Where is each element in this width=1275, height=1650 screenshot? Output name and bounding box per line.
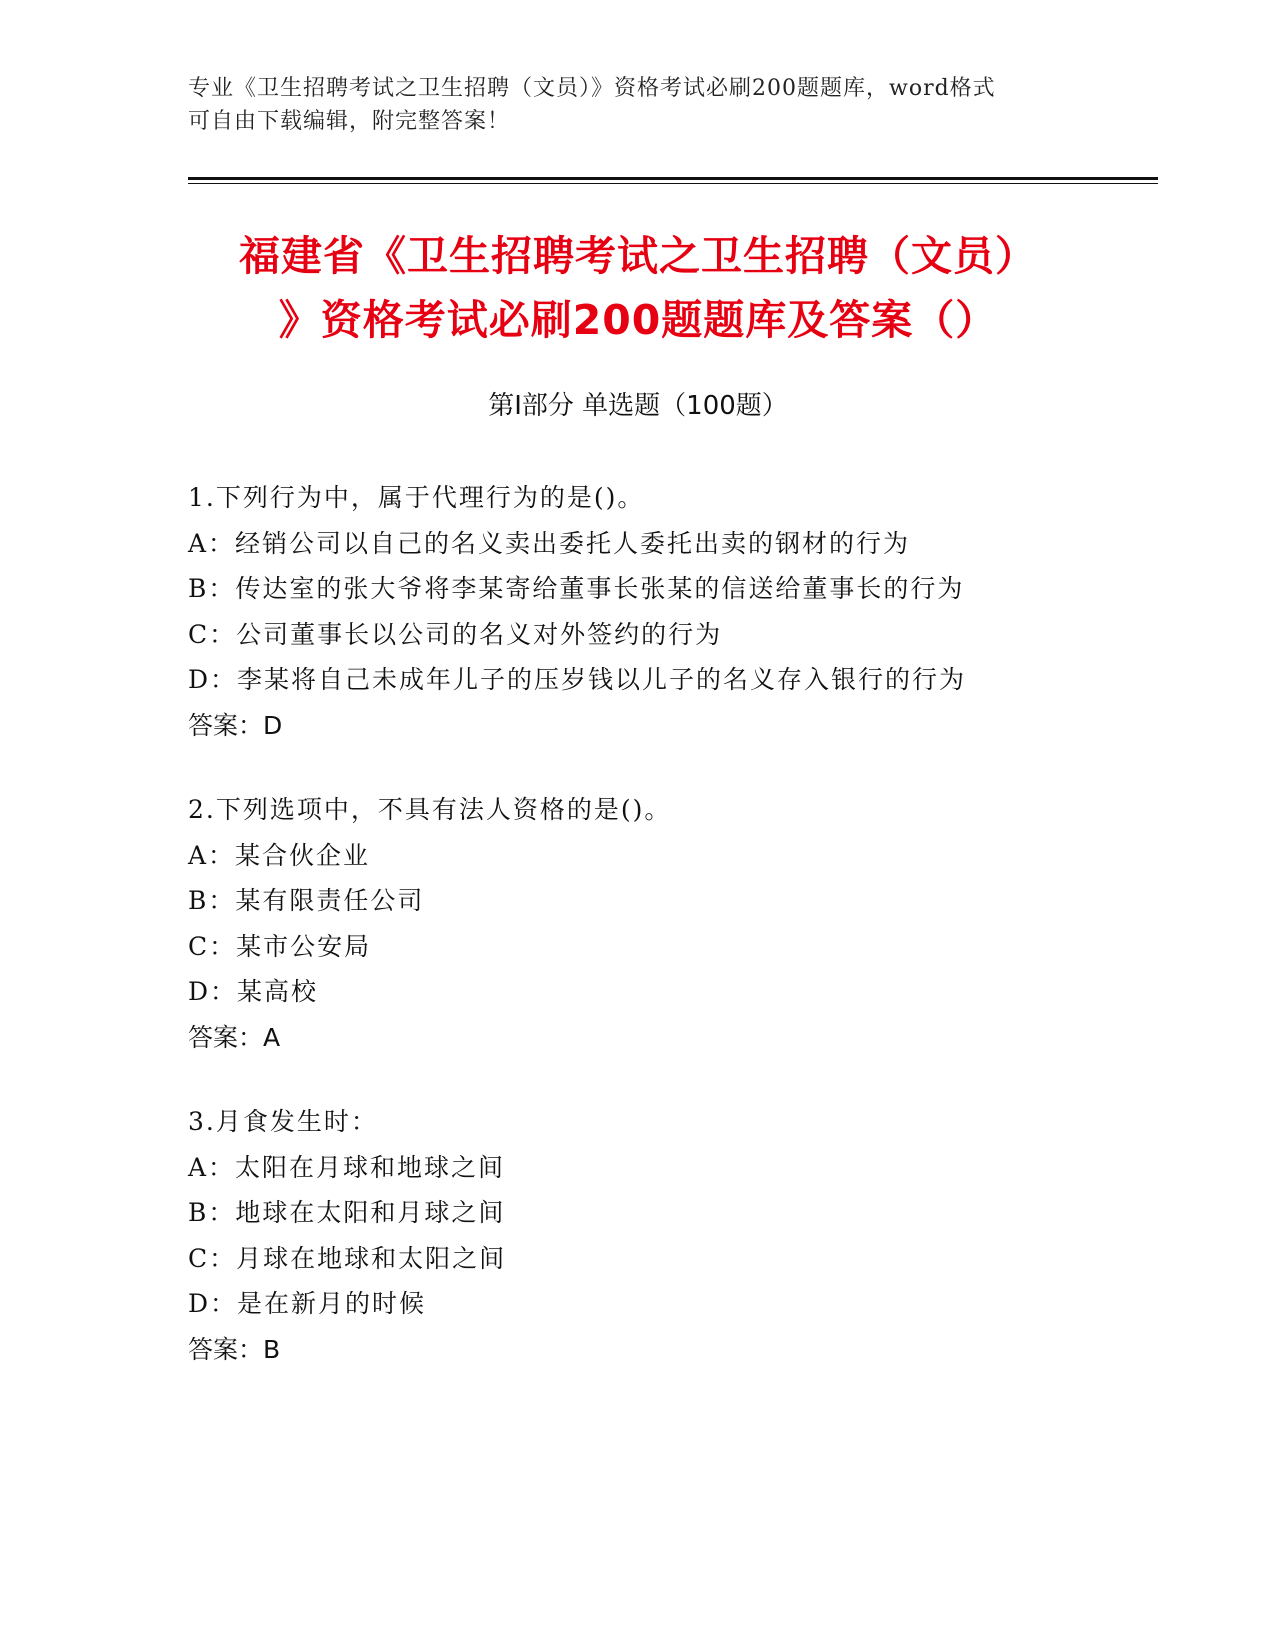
question-1 bbox=[188, 475, 1168, 748]
question-stem: 2.下列选项中，不具有法人资格的是()。 bbox=[188, 795, 672, 824]
header-note-line-1: 专业《卫生招聘考试之卫生招聘（文员）》资格考试必刷200题题库，word格式 bbox=[188, 76, 996, 101]
document-title bbox=[188, 224, 1088, 352]
option-c: C：公司董事长以公司的名义对外签约的行为 bbox=[188, 619, 723, 649]
option-d: D：是在新月的时候 bbox=[188, 1289, 427, 1318]
option-a: A：太阳在月球和地球之间 bbox=[188, 1152, 506, 1182]
header-note-line-2: 可自由下载编辑，附完整答案！ bbox=[188, 109, 511, 134]
header-divider-thin bbox=[188, 183, 1158, 184]
document-title-line-1: 福建省《卫生招聘考试之卫生招聘（文员） bbox=[239, 232, 1037, 280]
header-divider-thick bbox=[188, 177, 1158, 180]
option-c: C：某市公安局 bbox=[188, 931, 372, 961]
answer-line: 答案：D bbox=[188, 710, 283, 740]
option-d: D：某高校 bbox=[188, 977, 319, 1006]
document-title-line-2: 》资格考试必刷200题题库及答案（） bbox=[278, 296, 998, 344]
option-a: A：经销公司以自己的名义卖出委托人委托出卖的钢材的行为 bbox=[188, 528, 911, 558]
option-d: D：李某将自己未成年儿子的压岁钱以儿子的名义存入银行的行为 bbox=[188, 665, 967, 694]
option-b: B：地球在太阳和月球之间 bbox=[188, 1198, 506, 1227]
option-c: C：月球在地球和太阳之间 bbox=[188, 1243, 507, 1273]
answer-line: 答案：B bbox=[188, 1334, 281, 1364]
question-stem: 3.月食发生时： bbox=[188, 1107, 378, 1136]
option-b: B：传达室的张大爷将李某寄给董事长张某的信送给董事长的行为 bbox=[188, 574, 965, 603]
option-a: A：某合伙企业 bbox=[188, 840, 371, 870]
question-stem: 1.下列行为中，属于代理行为的是()。 bbox=[188, 483, 645, 512]
question-list bbox=[188, 475, 1168, 1411]
header-note bbox=[188, 72, 1068, 138]
question-2 bbox=[188, 787, 1168, 1060]
section-heading: 第Ⅰ部分 单选题（100题） bbox=[488, 391, 788, 421]
question-3 bbox=[188, 1099, 1168, 1372]
answer-line: 答案：A bbox=[188, 1022, 281, 1052]
option-b: B：某有限责任公司 bbox=[188, 886, 425, 915]
